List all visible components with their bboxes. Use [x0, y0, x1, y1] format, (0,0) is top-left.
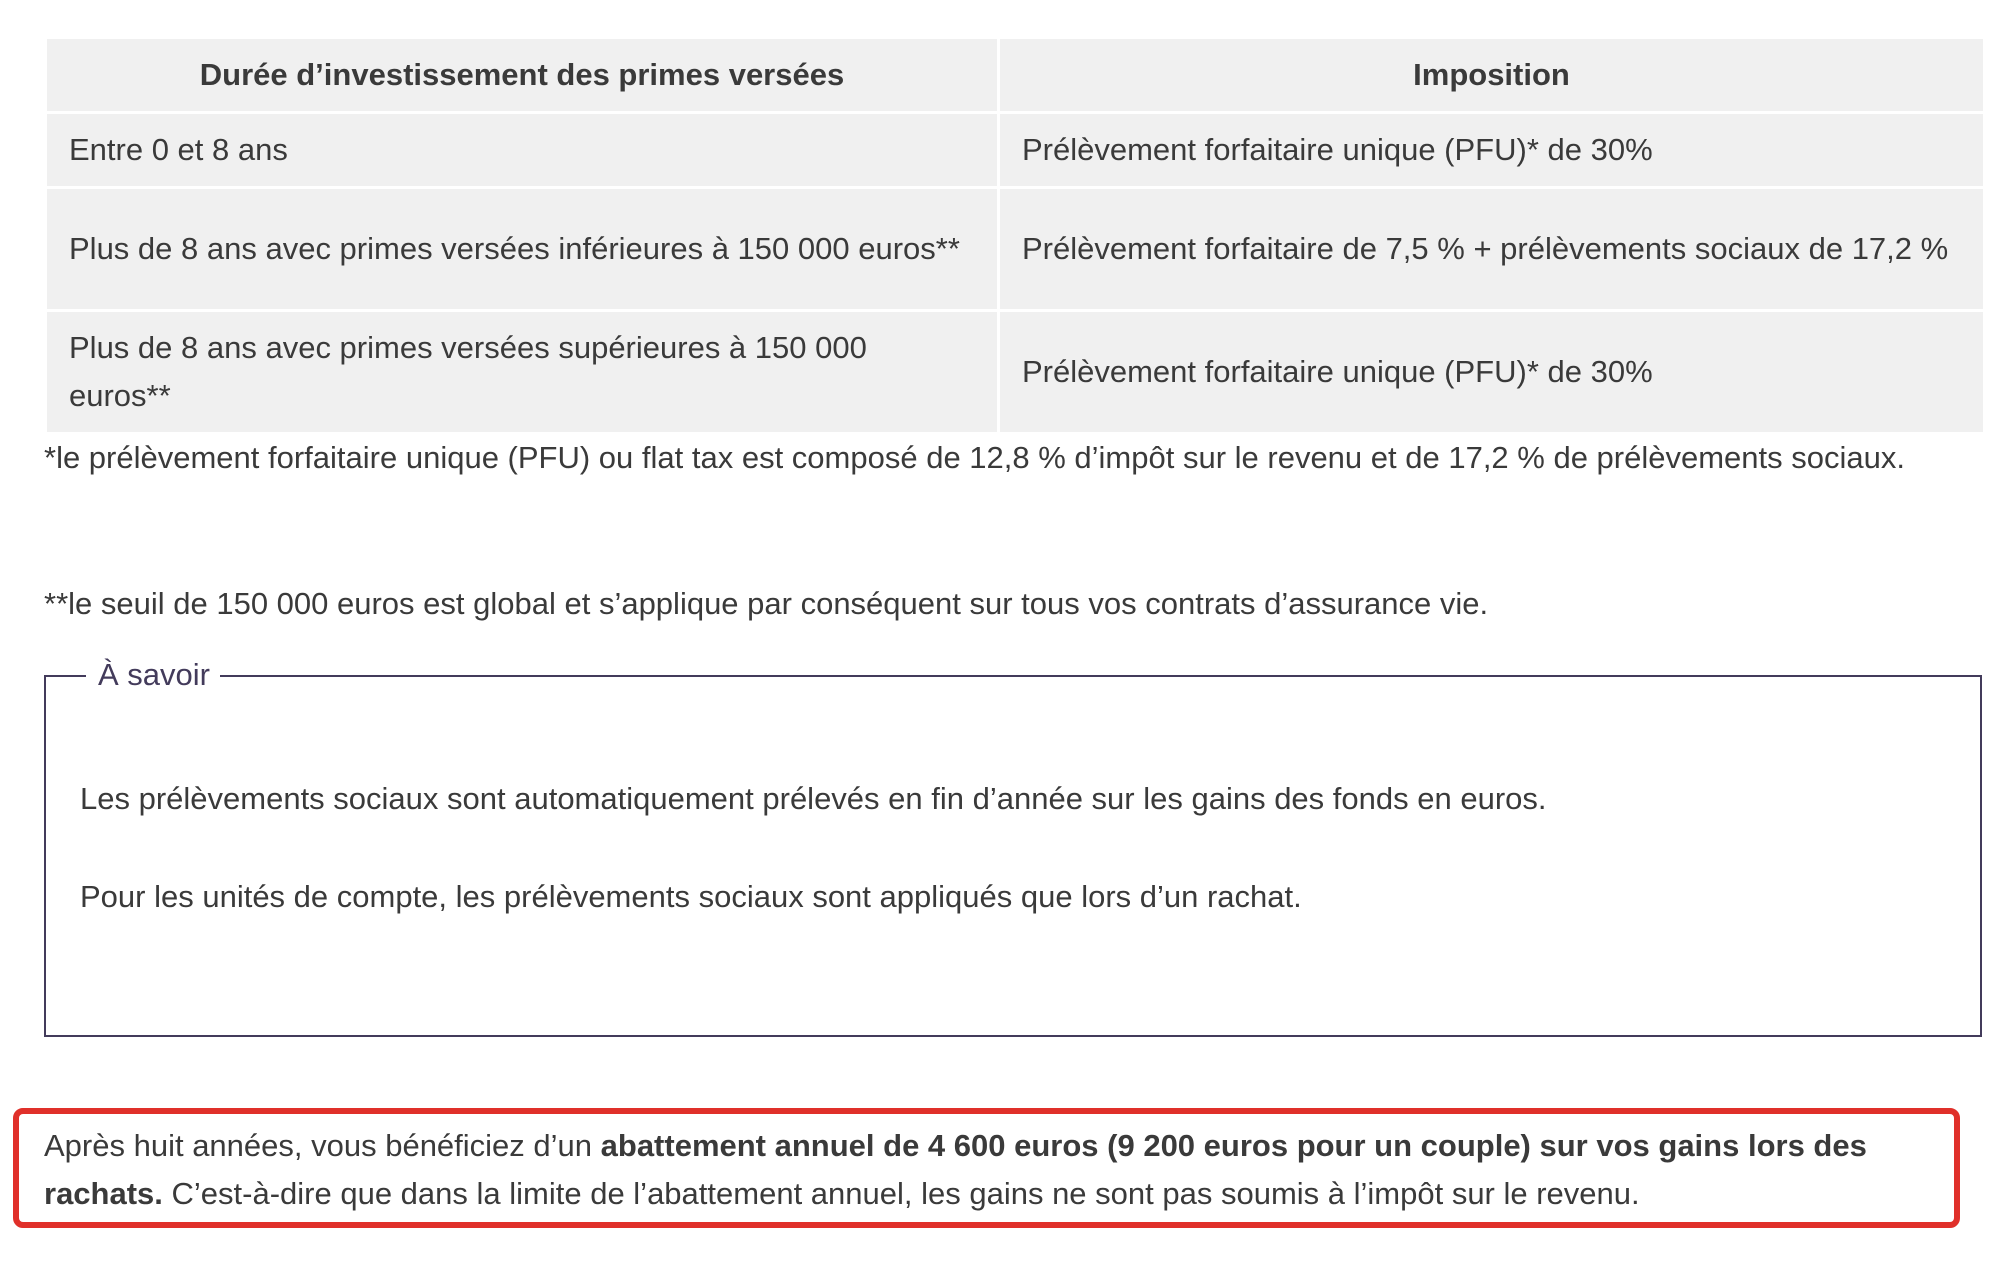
- abattement-intro: Après huit années, vous bénéficiez d’un: [44, 1128, 601, 1163]
- abattement-bold: abattement annuel de 4 600 euros (9 200 euros pour un couple) sur vos gains lors des rachats.: [44, 1128, 1867, 1211]
- table-row: [47, 189, 1983, 309]
- cell-imposition: Prélèvement forfaitaire de 7,5 % + prélèvements sociaux de 17,2 %: [1000, 189, 1983, 309]
- a-savoir-box: [44, 657, 1982, 1037]
- table-row: [47, 312, 1983, 432]
- table-row: [47, 114, 1983, 186]
- cell-duration: Plus de 8 ans avec primes versées inférieures à 150 000 euros**: [47, 189, 997, 309]
- footnote-seuil: **le seuil de 150 000 euros est global et s’applique par conséquent sur tous vos contrats d’assurance vie.: [44, 586, 1489, 621]
- header-duration: Durée d’investissement des primes versées: [47, 39, 997, 111]
- cell-duration: Entre 0 et 8 ans: [47, 114, 997, 186]
- header-imposition: Imposition: [1000, 39, 1983, 111]
- highlighted-abattement-box: [13, 1108, 1960, 1228]
- footnote-pfu: *le prélèvement forfaitaire unique (PFU) ou flat tax est composé de 12,8 % d’impôt sur le revenu et de 17,2 % de prélèvements sociaux.: [44, 440, 1905, 475]
- a-savoir-legend: À savoir: [86, 651, 220, 699]
- table-header-row: [47, 39, 1983, 111]
- taxation-table: [44, 36, 1986, 435]
- cell-imposition: Prélèvement forfaitaire unique (PFU)* de 30%: [1000, 312, 1983, 432]
- cell-duration: Plus de 8 ans avec primes versées supérieures à 150 000 euros**: [47, 312, 997, 432]
- abattement-rest: C’est-à-dire que dans la limite de l’abattement annuel, les gains ne sont pas soumis à l’impôt sur le revenu.: [162, 1176, 1640, 1211]
- abattement-paragraph: [44, 1122, 1944, 1218]
- cell-imposition: Prélèvement forfaitaire unique (PFU)* de 30%: [1000, 114, 1983, 186]
- a-savoir-paragraph: Les prélèvements sociaux sont automatiquement prélevés en fin d’année sur les gains des fonds en euros.: [80, 781, 1547, 816]
- a-savoir-paragraph: Pour les unités de compte, les prélèvements sociaux sont appliqués que lors d’un rachat.: [80, 879, 1302, 914]
